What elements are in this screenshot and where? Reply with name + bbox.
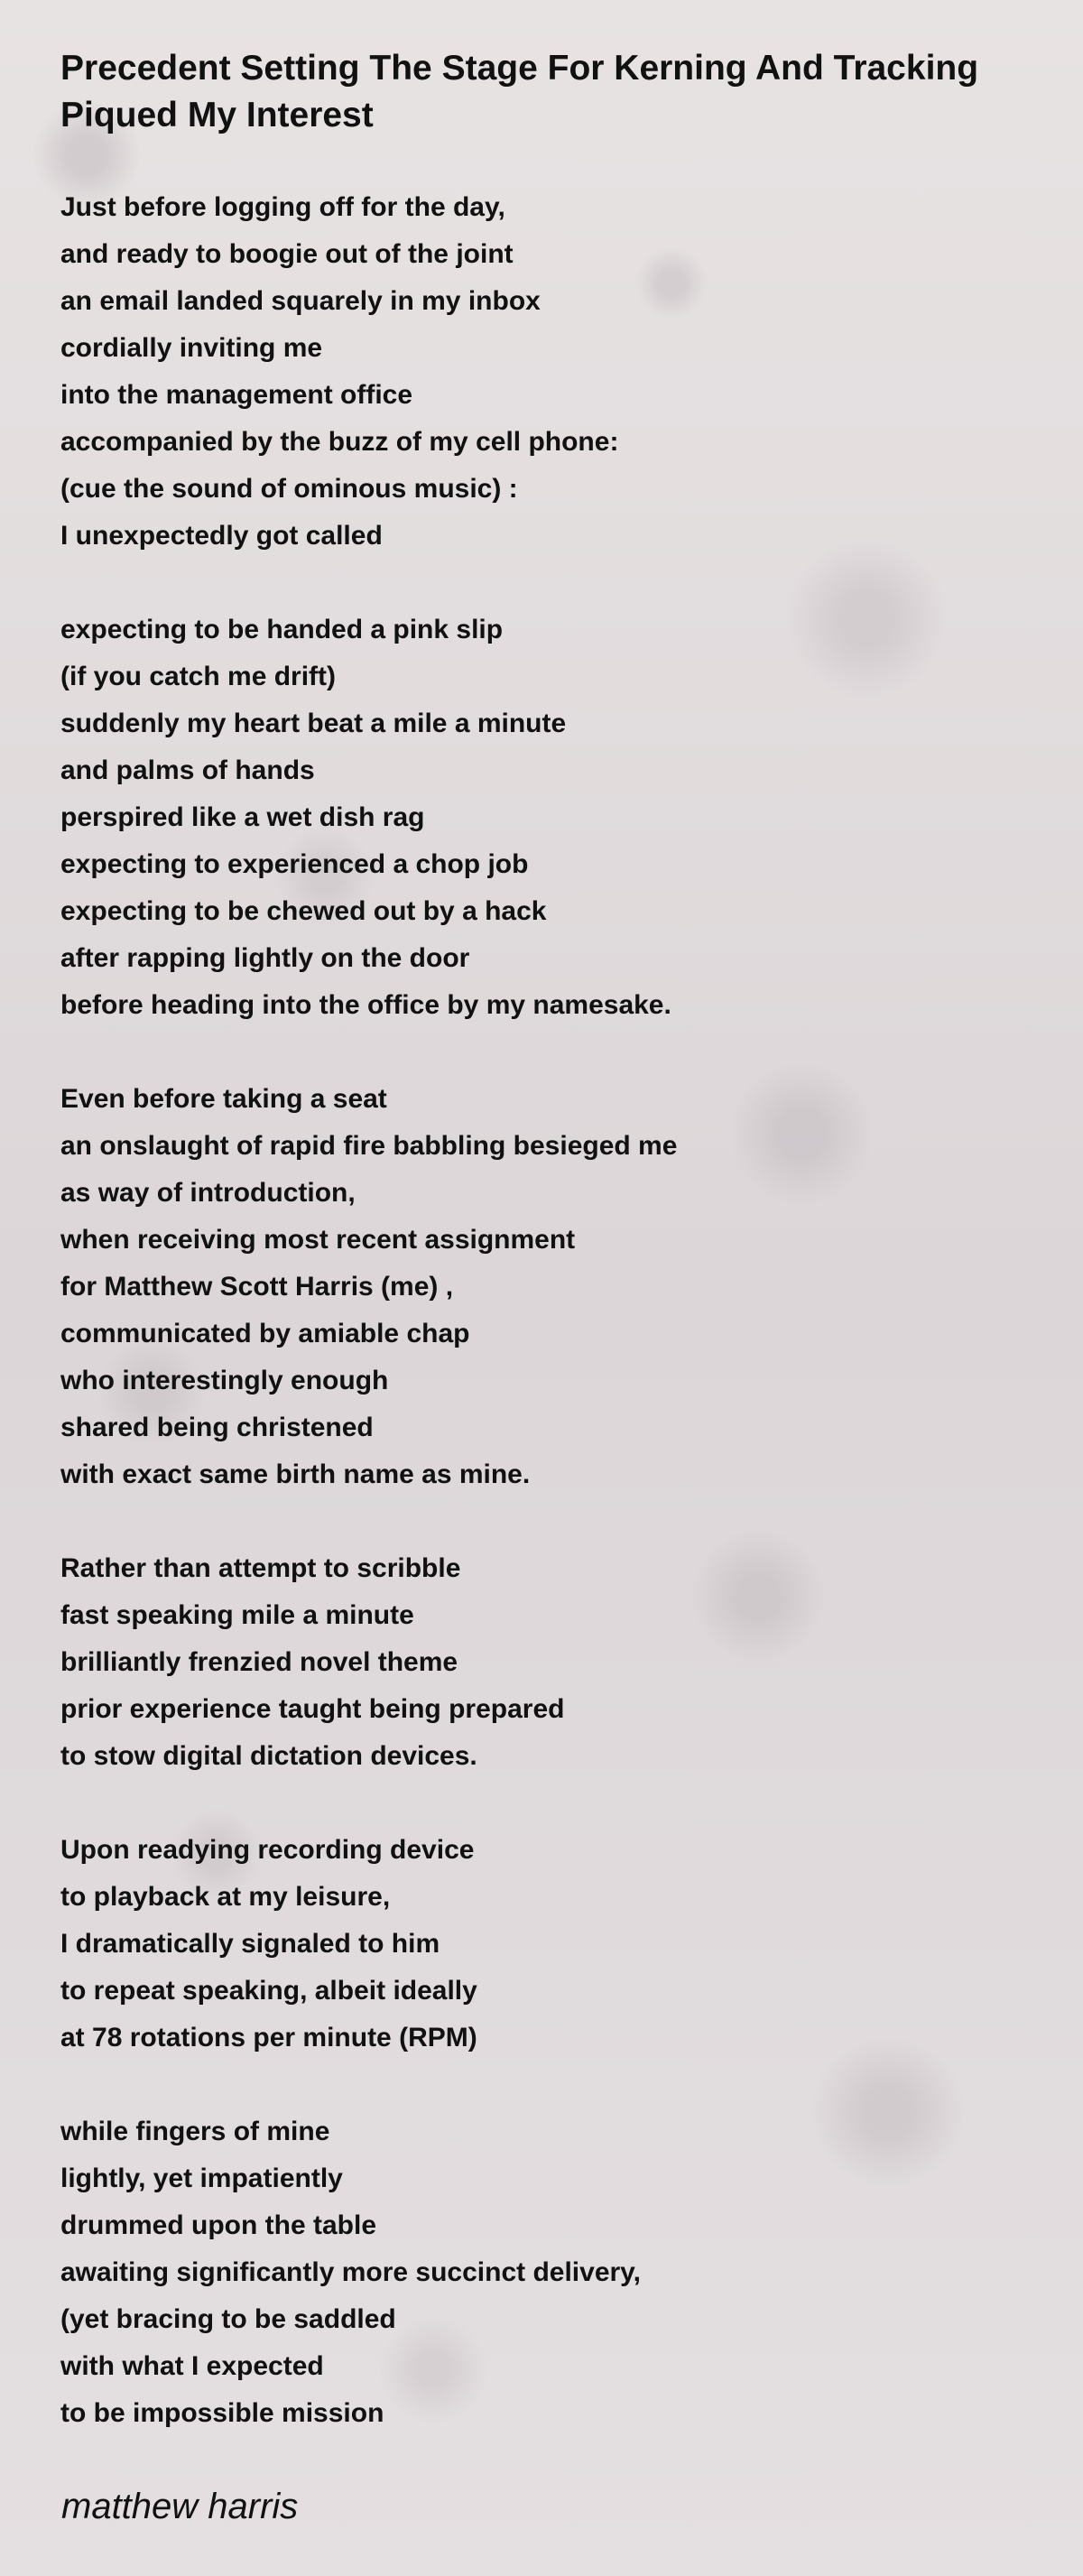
poem-line: after rapping lightly on the door [60, 943, 470, 973]
poem-line: brilliantly frenzied novel theme [60, 1647, 458, 1677]
poem-line: awaiting significantly more succinct delivery, [60, 2257, 641, 2287]
poem-line: expecting to experienced a chop job [60, 849, 529, 879]
poem-title: Precedent Setting The Stage For Kerning And Tracking Piqued My Interest [60, 49, 979, 134]
poem-line: for Matthew Scott Harris (me) , [60, 1272, 454, 1302]
poem-line: communicated by amiable chap [60, 1319, 470, 1348]
poem-line: and palms of hands [60, 755, 315, 785]
poem-line: I unexpectedly got called [60, 521, 383, 551]
poem-line: as way of introduction, [60, 1178, 356, 1208]
poem-line: drummed upon the table [60, 2210, 377, 2240]
poem-stanza [60, 1545, 1035, 1780]
poem-line: while fingers of mine [60, 2117, 330, 2146]
poem-line: to playback at my leisure, [60, 1882, 391, 1912]
poem-line: fast speaking mile a minute [60, 1600, 414, 1630]
poem-line: suddenly my heart beat a mile a minute [60, 709, 567, 738]
poem-line: and ready to boogie out of the joint [60, 239, 514, 269]
poem-line: (if you catch me drift) [60, 662, 337, 691]
poem-line: Just before logging off for the day, [60, 192, 505, 222]
poem [60, 45, 1035, 2437]
poem-line: to be impossible mission [60, 2398, 384, 2428]
poem-line: an email landed squarely in my inbox [60, 286, 541, 316]
poem-stanza [60, 1827, 1035, 2062]
poem-line: perspired like a wet dish rag [60, 802, 425, 832]
poem-stanza [60, 184, 1035, 560]
poem-line: (cue the sound of ominous music) : [60, 474, 518, 504]
poem-line: Rather than attempt to scribble [60, 1553, 461, 1583]
poem-line: expecting to be handed a pink slip [60, 615, 504, 644]
poem-line: Upon readying recording device [60, 1835, 475, 1865]
poem-line: (yet bracing to be saddled [60, 2304, 396, 2334]
poem-line: shared being christened [60, 1413, 374, 1442]
poem-line: cordially inviting me [60, 333, 323, 363]
poem-line: to stow digital dictation devices. [60, 1741, 477, 1771]
poem-line: prior experience taught being prepared [60, 1694, 565, 1724]
poem-line: with what I expected [60, 2351, 324, 2381]
poem-stanza [60, 607, 1035, 1029]
poem-line: expecting to be chewed out by a hack [60, 896, 547, 926]
poem-line: an onslaught of rapid fire babbling besieged me [60, 1131, 678, 1161]
poem-line: lightly, yet impatiently [60, 2164, 343, 2193]
poem-line: who interestingly enough [60, 1366, 389, 1395]
poem-line: before heading into the office by my namesake. [60, 990, 671, 1020]
poem-line: I dramatically signaled to him [60, 1929, 440, 1959]
poem-line: accompanied by the buzz of my cell phone: [60, 427, 619, 457]
poem-line: to repeat speaking, albeit ideally [60, 1976, 477, 2006]
poem-line: into the management office [60, 380, 413, 410]
poem-line: at 78 rotations per minute (RPM) [60, 2023, 477, 2052]
poem-author: matthew harris [61, 2487, 299, 2526]
poem-body [60, 184, 1035, 2437]
poem-line: when receiving most recent assignment [60, 1225, 576, 1255]
poem-line: Even before taking a seat [60, 1084, 387, 1114]
poem-stanza [60, 1076, 1035, 1498]
poem-line: with exact same birth name as mine. [60, 1459, 531, 1489]
poem-stanza [60, 2108, 1035, 2437]
